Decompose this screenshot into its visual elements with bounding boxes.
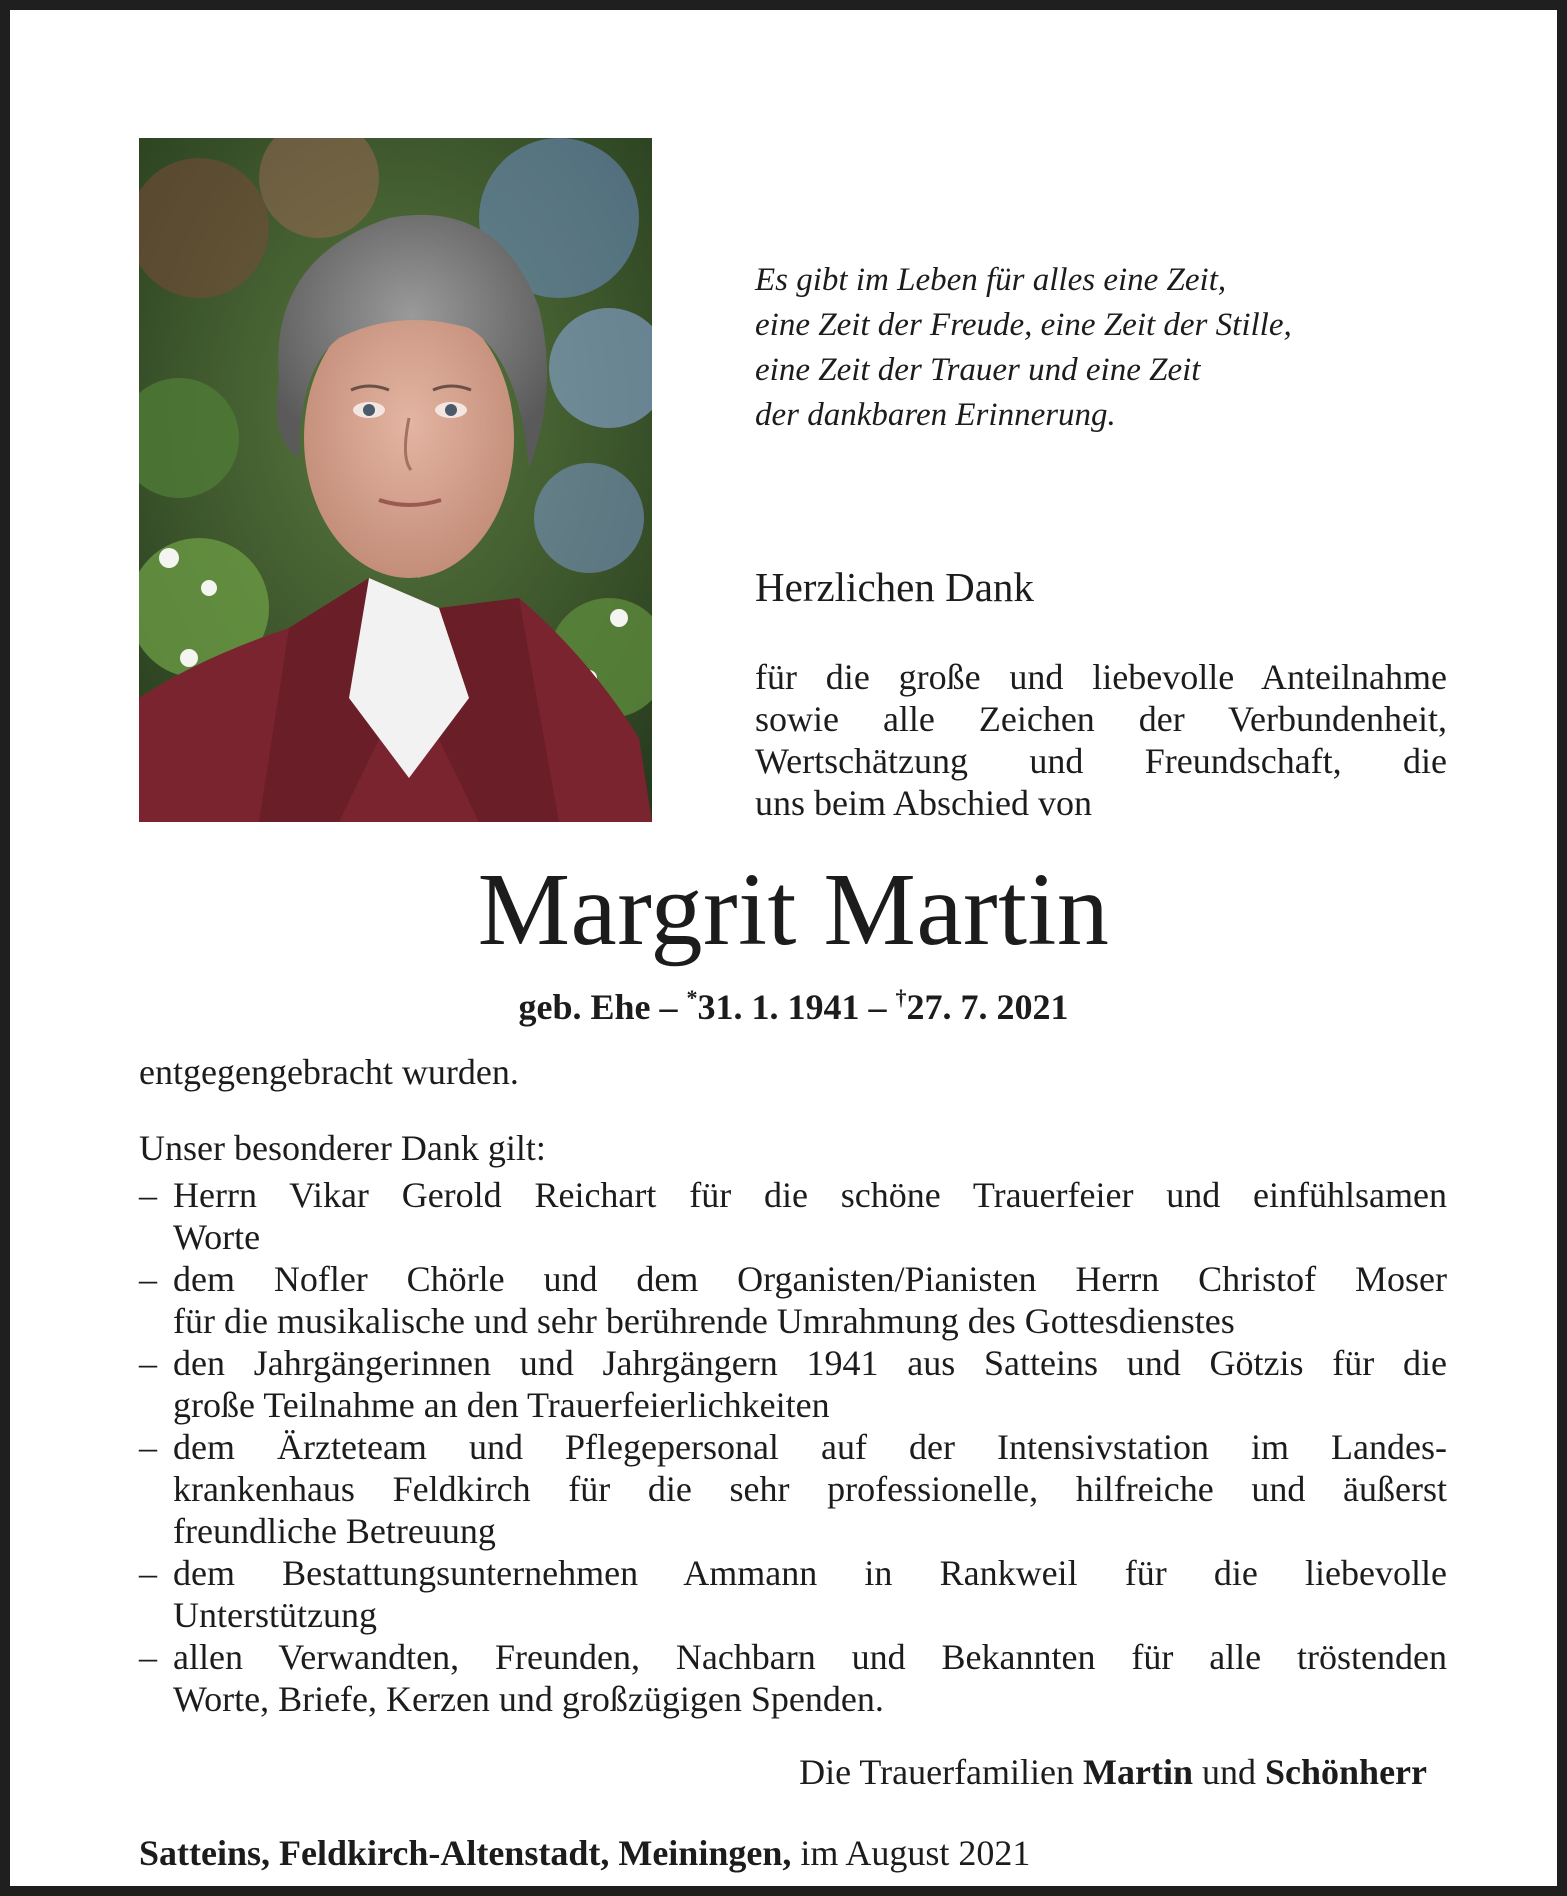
list-item [139, 1258, 1447, 1342]
deceased-name: Margrit Martin [477, 852, 1110, 967]
dash-icon: – [139, 1553, 157, 1593]
poem-line: eine Zeit der Trauer und eine Zeit [755, 352, 1201, 388]
list-item-line: große Teilnahme an den Trauerfeierlichkeiten [173, 1385, 830, 1425]
list-item [139, 1426, 1447, 1552]
poem-line: der dankbaren Erinnerung. [755, 397, 1116, 433]
special-thanks-heading: Unser besonderer Dank gilt: [139, 1128, 546, 1168]
portrait-illustration [139, 138, 652, 822]
list-item-line: Worte [173, 1217, 261, 1257]
poem [755, 258, 1475, 438]
dash-icon: – [139, 1427, 157, 1467]
death-cross-icon: † [895, 985, 907, 1010]
special-thanks-list [139, 1174, 1447, 1720]
birth-date: 31. 1. 1941 [697, 987, 860, 1027]
list-item [139, 1342, 1447, 1426]
list-item-line: dem Bestattungsunternehmen Ammann in Rankweil für die liebevolle [173, 1553, 1447, 1593]
place-date [139, 1831, 1030, 1875]
intro-line: Wertschätzung und Freundschaft, die [755, 741, 1447, 781]
list-item-line: freundliche Betreuung [173, 1511, 496, 1551]
dash-icon: – [139, 1175, 157, 1215]
received-line: entgegengebracht wurden. [139, 1052, 519, 1092]
birth-star-icon: * [686, 985, 698, 1010]
poem-line: Es gibt im Leben für alles eine Zeit, [755, 262, 1227, 298]
list-item [139, 1174, 1447, 1258]
list-item-line: den Jahrgängerinnen und Jahrgängern 1941 aus Satteins und Götzis für die [173, 1343, 1447, 1383]
family-name-1: Martin [1083, 1752, 1193, 1792]
list-item-line: dem Ärzteteam und Pflegepersonal auf der Intensivstation im Landes- [173, 1427, 1447, 1467]
separator: – [659, 987, 678, 1027]
signature [799, 1750, 1427, 1794]
list-item-line: Herrn Vikar Gerold Reichart für die schöne Trauerfeier und einfühlsamen [173, 1175, 1447, 1215]
death-date: 27. 7. 2021 [906, 987, 1069, 1027]
dash-icon: – [139, 1259, 157, 1299]
list-item-line: krankenhaus Feldkirch für die sehr professionelle, hilfreiche und äußerst [173, 1469, 1447, 1509]
list-item-line: allen Verwandten, Freunden, Nachbarn und Bekannten für alle tröstenden [173, 1637, 1447, 1677]
list-item [139, 1552, 1447, 1636]
dash-icon: – [139, 1637, 157, 1677]
intro-line: sowie alle Zeichen der Verbundenheit, [755, 699, 1447, 739]
birth-name: geb. Ehe [518, 987, 651, 1027]
locations: Satteins, Feldkirch-Altenstadt, Meiningen, [139, 1833, 792, 1873]
signature-prefix: Die Trauerfamilien [799, 1752, 1075, 1792]
list-item [139, 1636, 1447, 1720]
list-item-line: dem Nofler Chörle und dem Organisten/Pianisten Herrn Christof Moser [173, 1259, 1447, 1299]
life-dates [10, 985, 1567, 1029]
month-date: im August 2021 [800, 1833, 1031, 1873]
list-item-line: für die musikalische und sehr berührende Umrahmung des Gottesdienstes [173, 1301, 1235, 1341]
family-name-2: Schönherr [1265, 1752, 1427, 1792]
signature-connector: und [1202, 1752, 1256, 1792]
dash-icon: – [139, 1343, 157, 1383]
list-item-line: Unterstützung [173, 1595, 377, 1635]
poem-line: eine Zeit der Freude, eine Zeit der Stille, [755, 307, 1292, 343]
thanks-heading: Herzlichen Dank [755, 564, 1034, 610]
intro-line: uns beim Abschied von [755, 783, 1092, 823]
thanks-intro [755, 656, 1447, 824]
portrait-photo-icon [139, 138, 652, 822]
list-item-line: Worte, Briefe, Kerzen und großzügigen Spenden. [173, 1679, 884, 1719]
separator: – [868, 987, 887, 1027]
intro-line: für die große und liebevolle Anteilnahme [755, 657, 1447, 697]
